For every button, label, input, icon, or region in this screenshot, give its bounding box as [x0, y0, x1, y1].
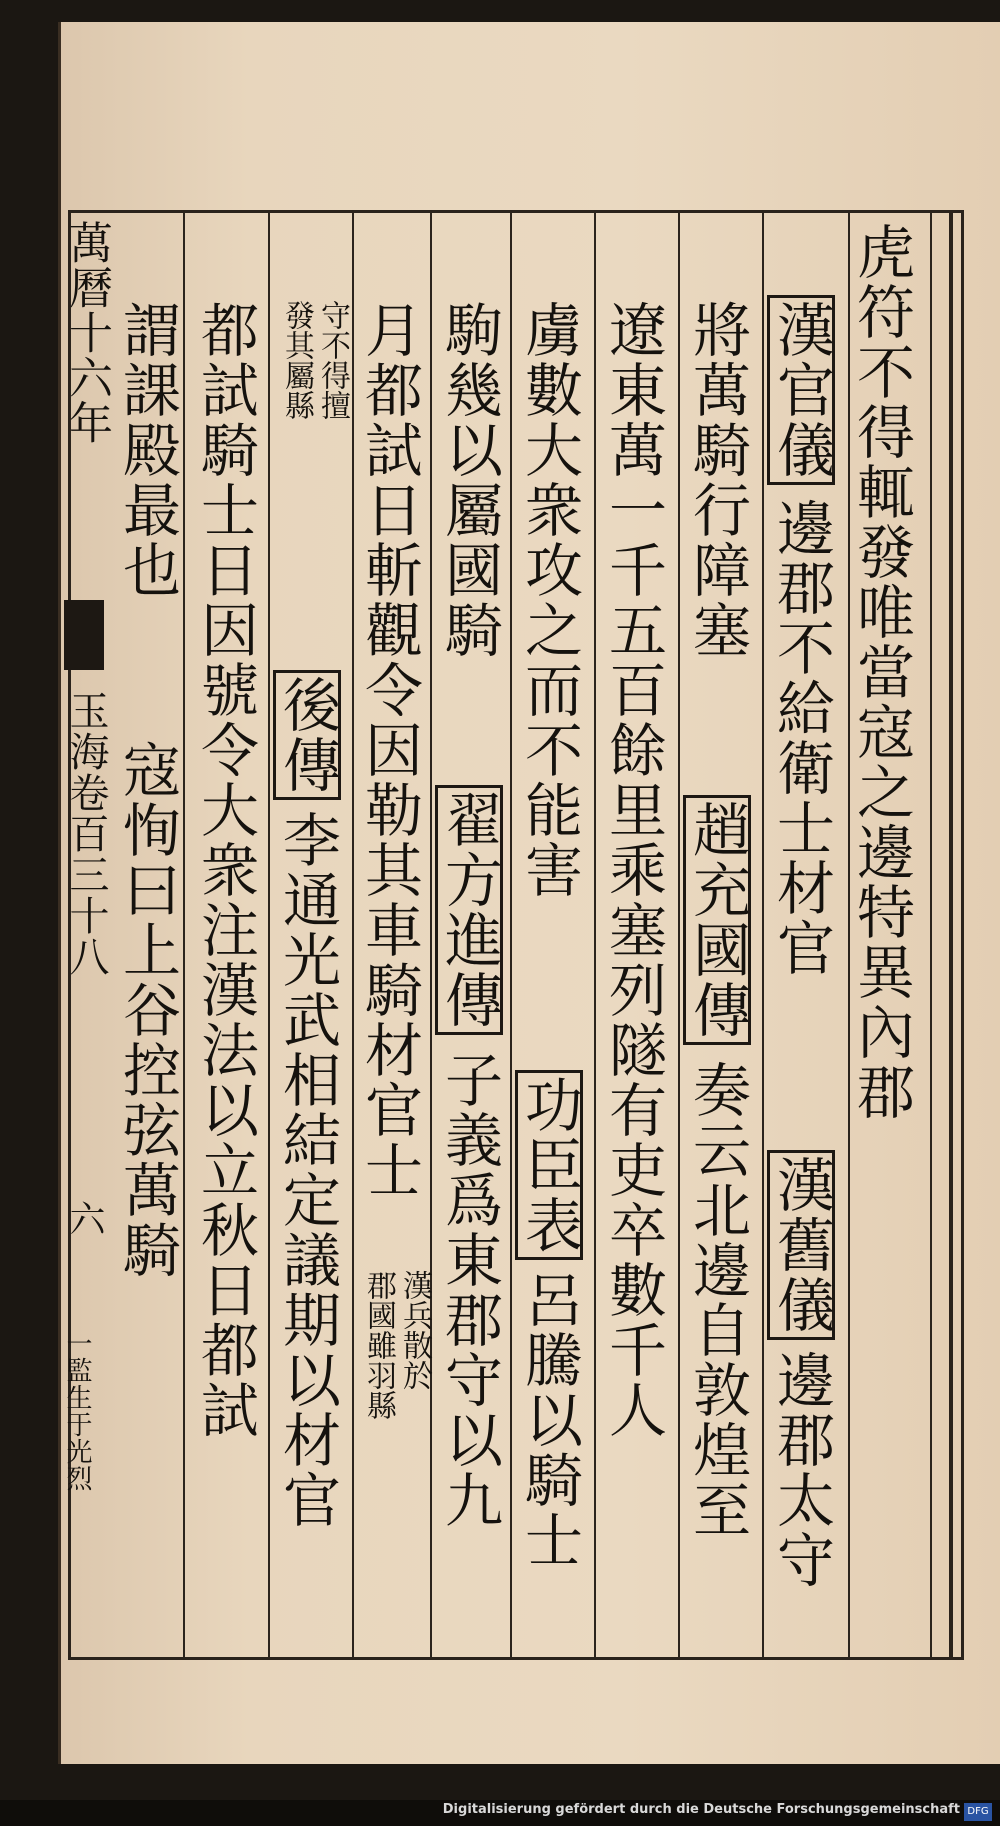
small-note-right: 守不得擅: [315, 300, 350, 420]
column-rule: [510, 213, 512, 1657]
text-column-5: 虜數大衆攻之而不能害: [515, 300, 583, 900]
citation-box: 翟方進傳: [435, 790, 503, 1030]
text-column-4: 遼東萬一千五百餘里乘塞列隧有吏卒數千人: [599, 300, 667, 1440]
book-title: 玉海卷百三十八: [63, 690, 109, 977]
text-column-8: 李通光武相結定議期以材官: [273, 810, 341, 1530]
small-note-right: 漢兵散於: [397, 1270, 432, 1390]
column-rule: [352, 213, 354, 1657]
column-rule: [678, 213, 680, 1657]
text-column-6: 駒幾以屬國騎: [435, 300, 503, 660]
text-column-10: 謂課殿最也: [113, 300, 181, 600]
column-rule: [594, 213, 596, 1657]
text-column-7: 月都試日斬觀令因勒其車騎材官士: [355, 300, 423, 1200]
printer-name: 一監生于光烈: [62, 1330, 92, 1492]
text-column-3-cont: 奏云北邊自敦煌至: [683, 1060, 751, 1540]
small-note-left: 發其屬縣: [279, 300, 314, 420]
column-rule: [930, 213, 932, 1657]
text-column-10-cont: 寇恂曰上谷控弦萬騎: [113, 740, 181, 1280]
text-column-2-cont: 邊郡太守: [767, 1350, 835, 1590]
citation-box: 漢舊儀: [767, 1155, 835, 1335]
column-rule: [762, 213, 764, 1657]
column-rule: [183, 213, 185, 1657]
dfg-logo-icon: DFG: [964, 1803, 992, 1821]
citation-box: 趙充國傳: [683, 800, 751, 1040]
digitization-footer: [0, 1800, 1000, 1826]
citation-box: 後傳: [273, 675, 341, 795]
column-rule: [430, 213, 432, 1657]
text-column-3: 將萬騎行障塞: [683, 300, 751, 660]
text-column-6-cont: 子義爲東郡守以九: [435, 1050, 503, 1530]
text-column-5-cont: 呂騰以騎士: [515, 1270, 583, 1570]
small-note-left: 郡國雖羽縣: [361, 1270, 396, 1420]
text-column-9: 都試騎士日因號令大衆注漢法以立秋日都試: [191, 300, 259, 1440]
citation-box: 漢官儀: [767, 300, 835, 480]
text-column-1: 虎符不得輒發唯當寇之邊特異內郡: [847, 222, 915, 1122]
fish-tail-mark: [64, 600, 104, 670]
citation-box: 功臣表: [515, 1075, 583, 1255]
page-number: 六: [64, 1200, 105, 1237]
footer-credit: Digitalisierung gefördert durch die Deutsche Forschungsgemeinschaft: [442, 1802, 960, 1817]
text-column-2: 邊郡不給衛士材官: [767, 498, 835, 978]
column-rule: [268, 213, 270, 1657]
reign-year: 萬曆十六年: [61, 220, 112, 445]
